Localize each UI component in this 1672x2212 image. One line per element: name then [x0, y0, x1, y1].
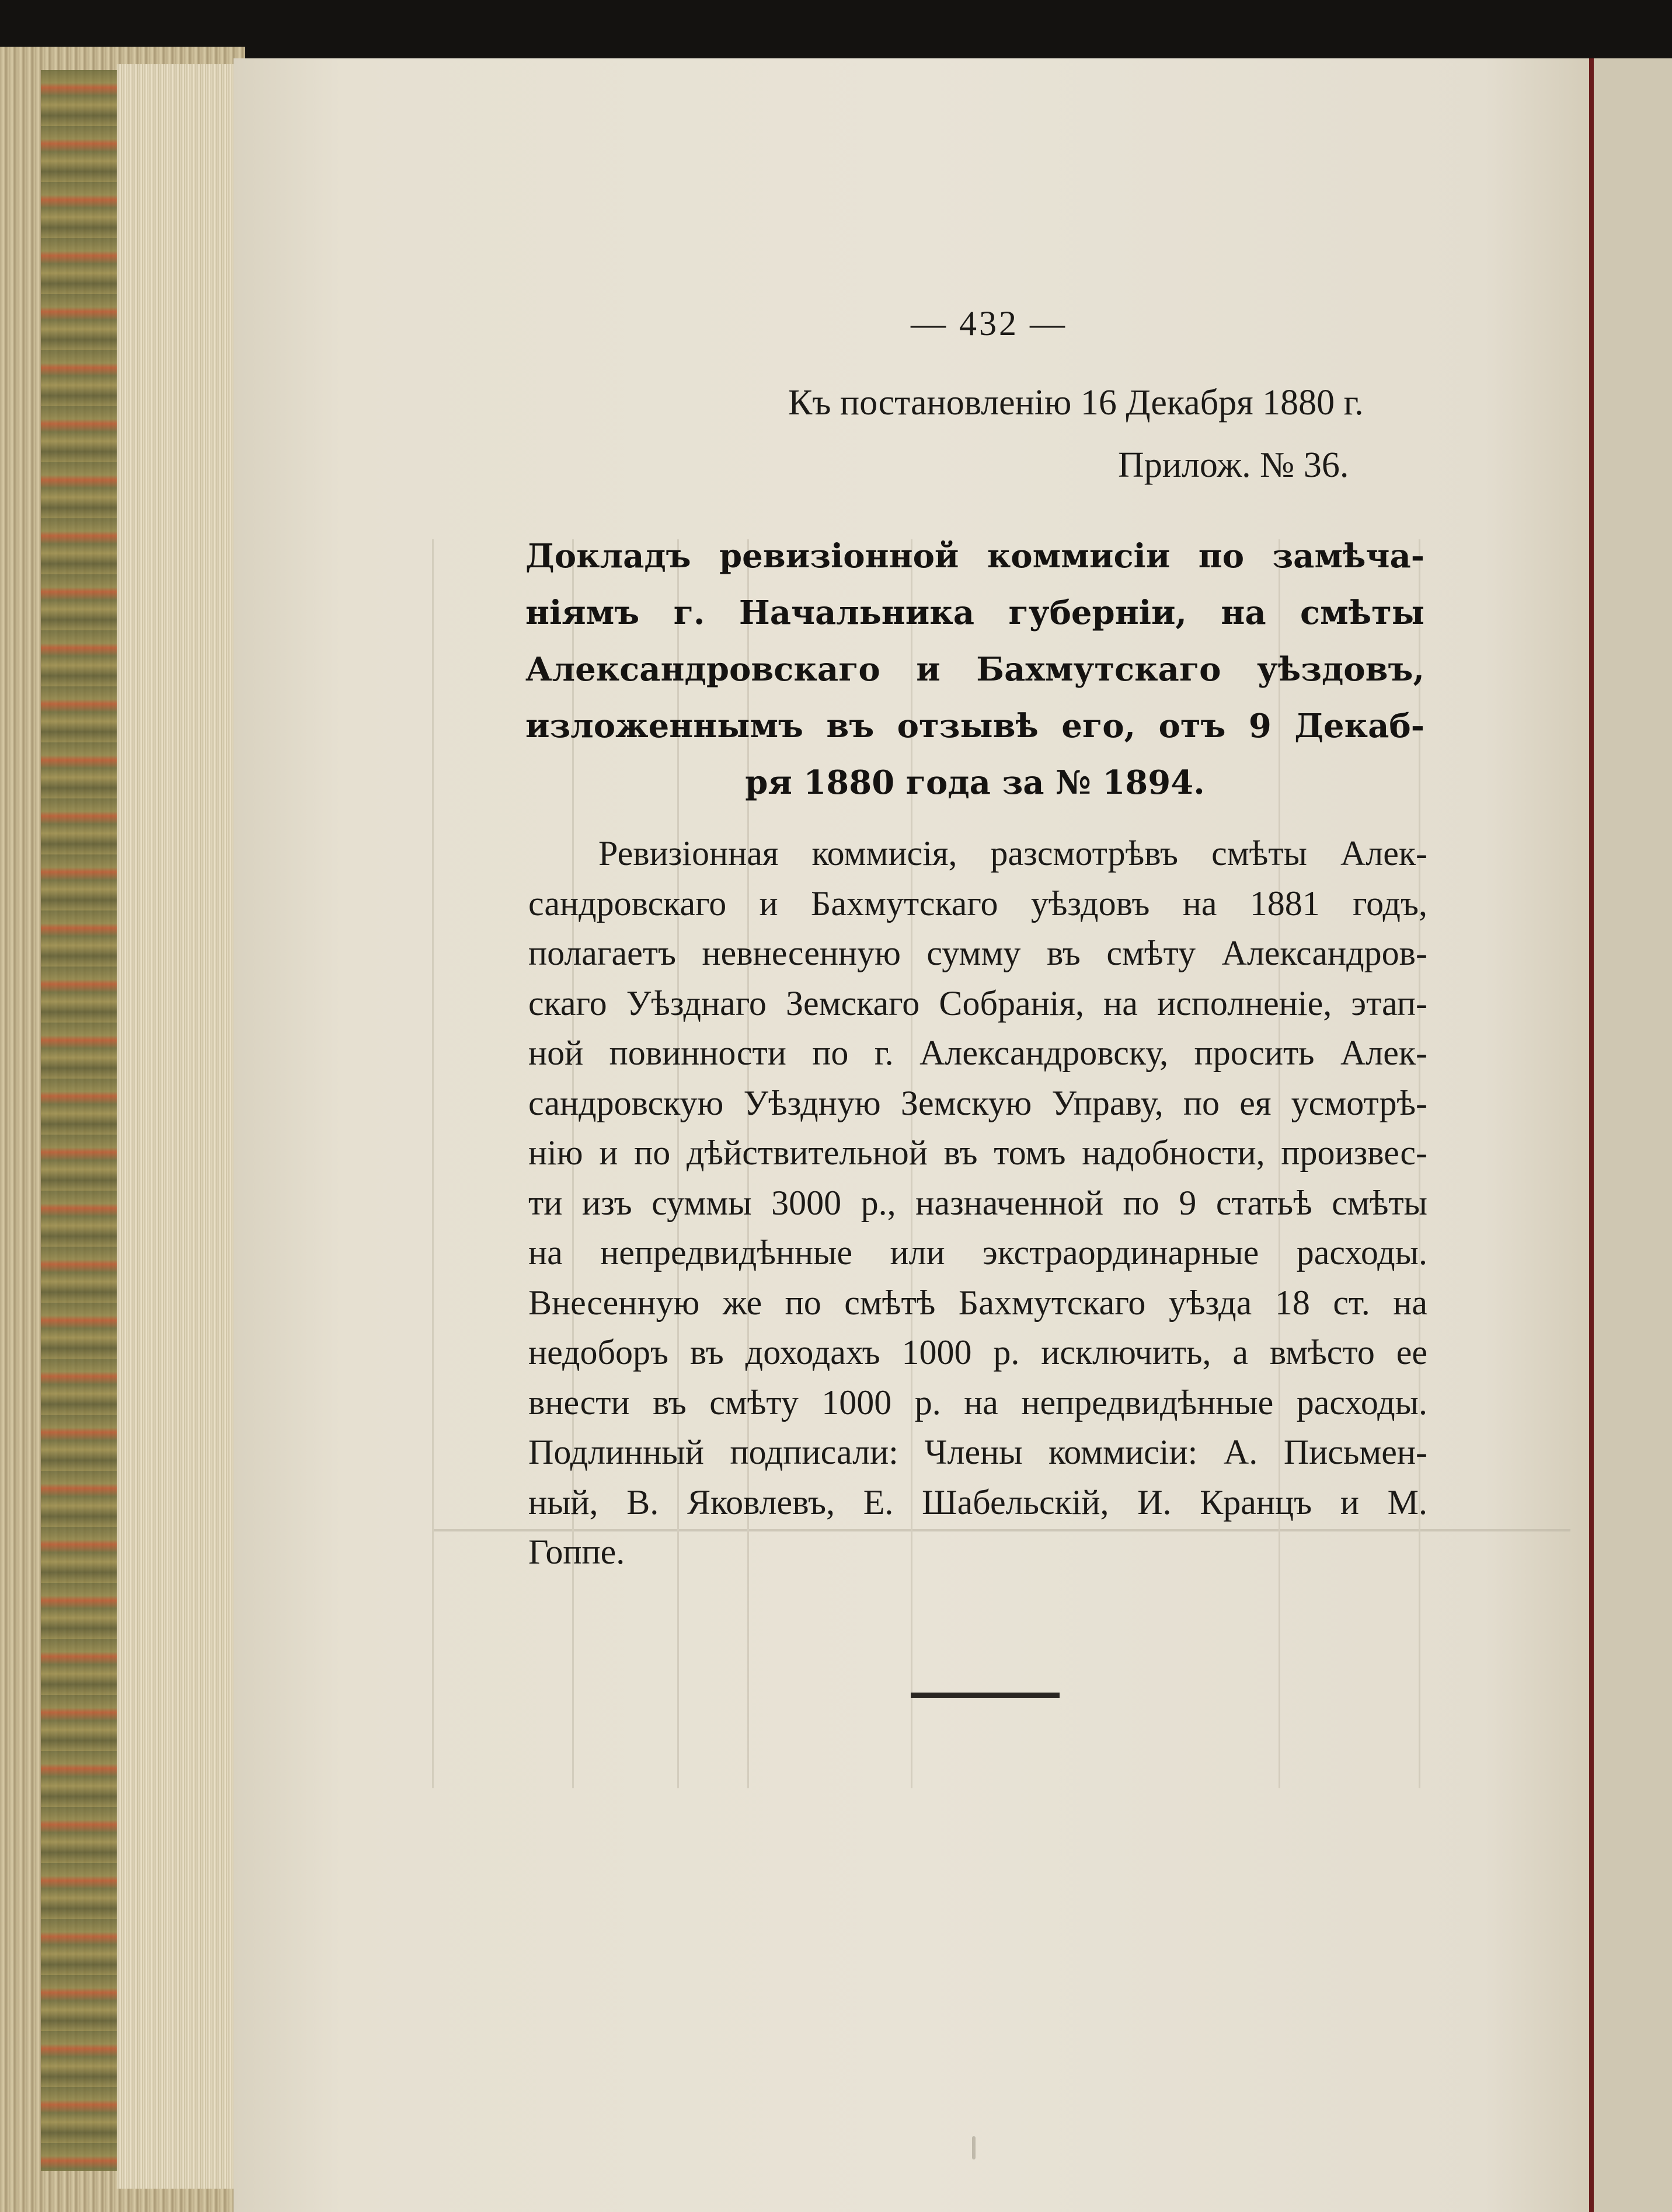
- page-block-edge: [117, 64, 239, 2189]
- body-line: ный, В. Яковлевъ, Е. Шабельскій, И. Кранцъ и М.: [528, 1482, 1427, 1522]
- resolution-reference: Къ постановленію 16 Декабря 1880 г.: [788, 383, 1364, 423]
- body-line: на непредвидѣнные или экстраординарные расходы.: [528, 1233, 1427, 1272]
- report-title-line: ря 1880 года за № 1894.: [745, 763, 1205, 802]
- body-line: скаго Уѣзднаго Земскаго Собранія, на исполненіе, этап-: [528, 983, 1427, 1023]
- report-title-line: изложеннымъ въ отзывѣ его, отъ 9 Декаб-: [525, 707, 1424, 745]
- body-line: Ревизіонная коммисія, разсмотрѣвъ смѣты Алек-: [598, 834, 1427, 873]
- body-line: недоборъ въ доходахъ 1000 р. исключить, а вмѣсто ее: [528, 1333, 1427, 1372]
- book-spine-ornament: [41, 70, 128, 2171]
- body-line: внести въ смѣту 1000 р. на непредвидѣнные расходы.: [528, 1383, 1427, 1422]
- page-number: — 432 —: [911, 304, 1067, 343]
- report-title-line: Александровскаго и Бахмутскаго уѣздовъ,: [525, 650, 1424, 689]
- body-line: ной повинности по г. Александровску, просить Алек-: [528, 1034, 1427, 1072]
- body-line: сандровскую Уѣздную Земскую Управу, по ея усмотрѣ-: [528, 1083, 1427, 1122]
- body-line: ти изъ суммы 3000 р., назначенной по 9 статьѣ смѣты: [528, 1183, 1427, 1222]
- body-line: полагаетъ невнесенную сумму въ смѣту Александров-: [528, 934, 1427, 972]
- report-title-line: Докладъ ревизіонной коммисіи по замѣча-: [525, 537, 1424, 575]
- report-title: [525, 528, 1424, 811]
- report-body: [528, 829, 1427, 1578]
- body-line: сандровскаго и Бахмутскаго уѣздовъ на 1881 годъ,: [528, 884, 1427, 923]
- appendix-reference: Прилож. № 36.: [1118, 445, 1349, 485]
- body-line: Подлинный подписали: Члены коммисіи: А. Письмен-: [528, 1433, 1427, 1471]
- body-line: Гоппе.: [528, 1533, 625, 1571]
- report-title-line: ніямъ г. Начальника губерніи, на смѣты: [525, 594, 1424, 632]
- paper-mark: [972, 2136, 976, 2159]
- body-line: Внесенную же по смѣтѣ Бахмутскаго уѣзда 18 ст. на: [528, 1283, 1427, 1322]
- body-line: нію и по дѣйствительной въ томъ надобности, произвес-: [528, 1133, 1427, 1172]
- section-end-rule: [911, 1693, 1060, 1698]
- next-page: [1594, 58, 1672, 2212]
